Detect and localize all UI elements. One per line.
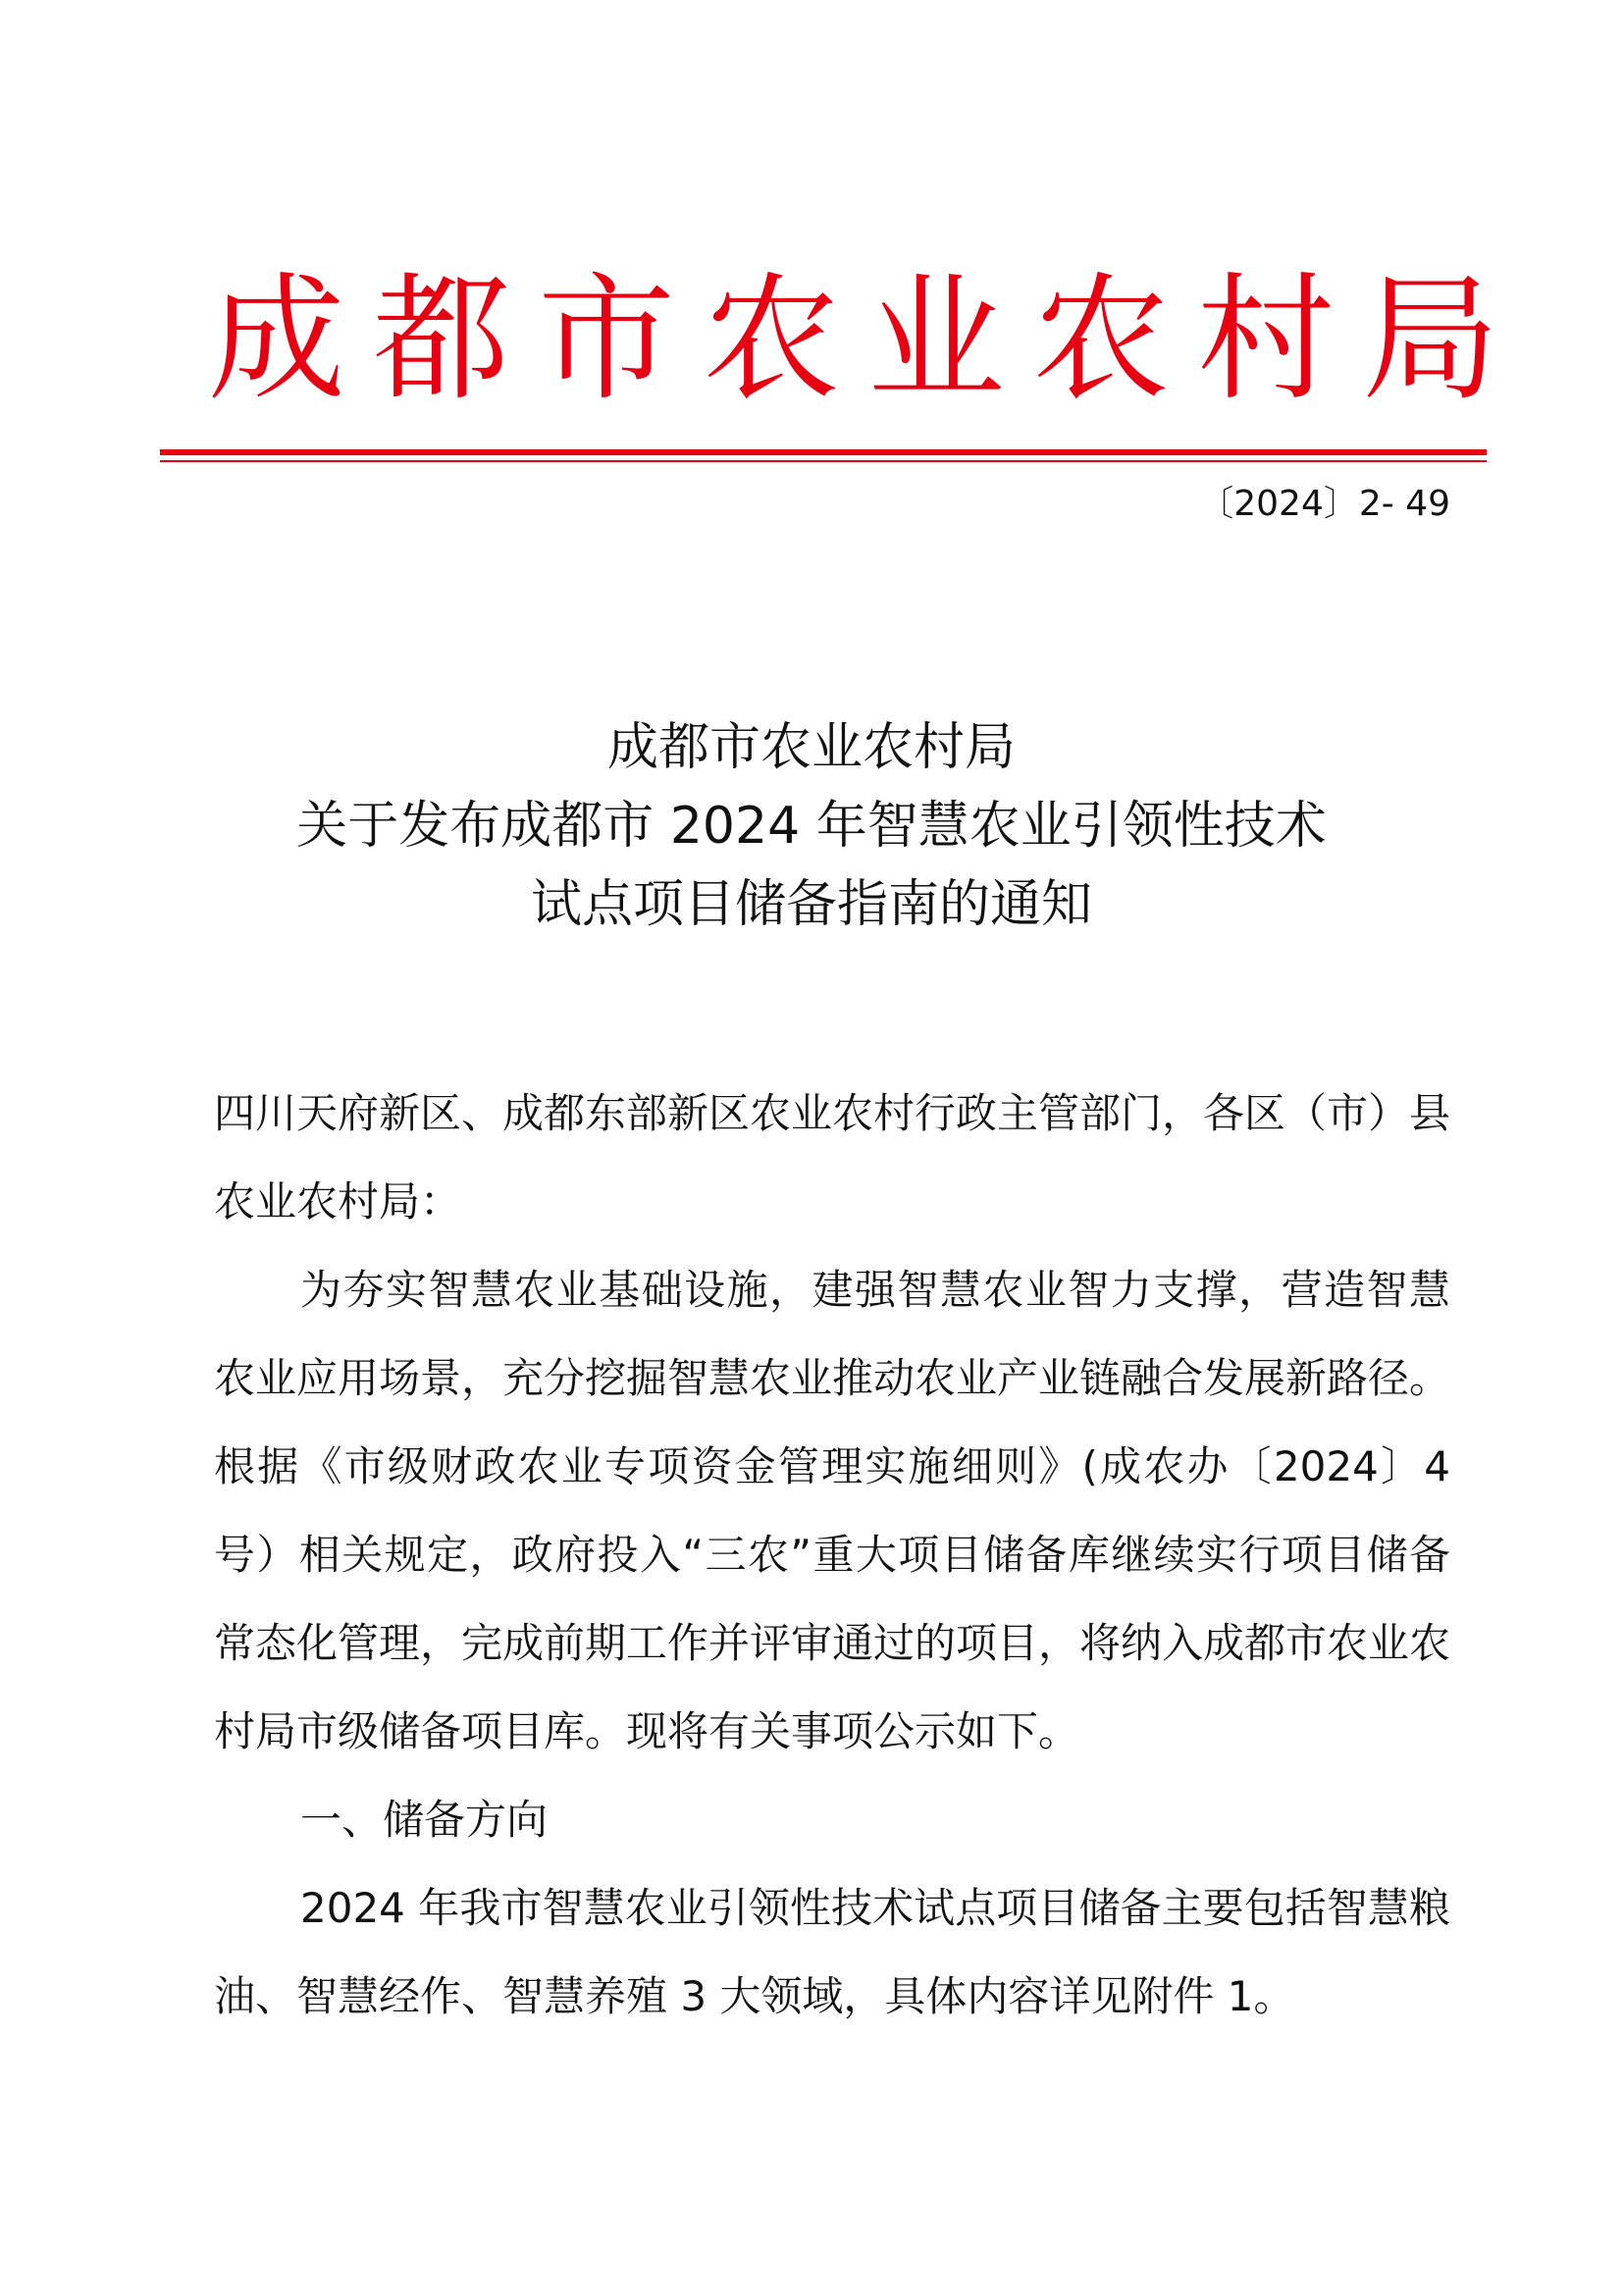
- addressee: 四川天府新区、成都东部新区农业农村行政主管部门，各区（市）县农业农村局：: [214, 1089, 1451, 1226]
- masthead-rule-thin: [160, 460, 1487, 462]
- paragraph-intro: 为夯实智慧农业基础设施，建强智慧农业智力支撑，营造智慧农业应用场景，充分挖掘智慧农业推动农业产业链融合发展新路径。根据《市级财政农业专项资金管理实施细则》(成农办〔2024〕4 号）相关规定，政府投入“三农”重大项目储备库继续实行项目储备常态化管理，完成前期工作并评审通过的项目，将纳入成都市农业农村局市级储备项目库。现将有关事项公示如下。: [214, 1266, 1451, 1755]
- document-title: [147, 708, 1476, 944]
- section-heading-1: 一、储备方向: [300, 1796, 549, 1844]
- title-line-3: 试点项目储备指南的通知: [530, 875, 1092, 934]
- title-line-2: 关于发布成都市 2024 年智慧农业引领性技术: [296, 797, 1327, 856]
- title-line-1: 成都市农业农村局: [606, 718, 1016, 777]
- masthead-rule-thick: [160, 449, 1487, 455]
- masthead-title: 成都市农业农村局: [208, 260, 1528, 420]
- section-text-1: 2024 年我市智慧农业引领性技术试点项目储备主要包括智慧粮油、智慧经作、智慧养殖 3 大领域，具体内容详见附件 1。: [214, 1884, 1450, 2020]
- document-body: [214, 1070, 1450, 2041]
- document-number: 〔2024〕2- 49: [1198, 484, 1450, 524]
